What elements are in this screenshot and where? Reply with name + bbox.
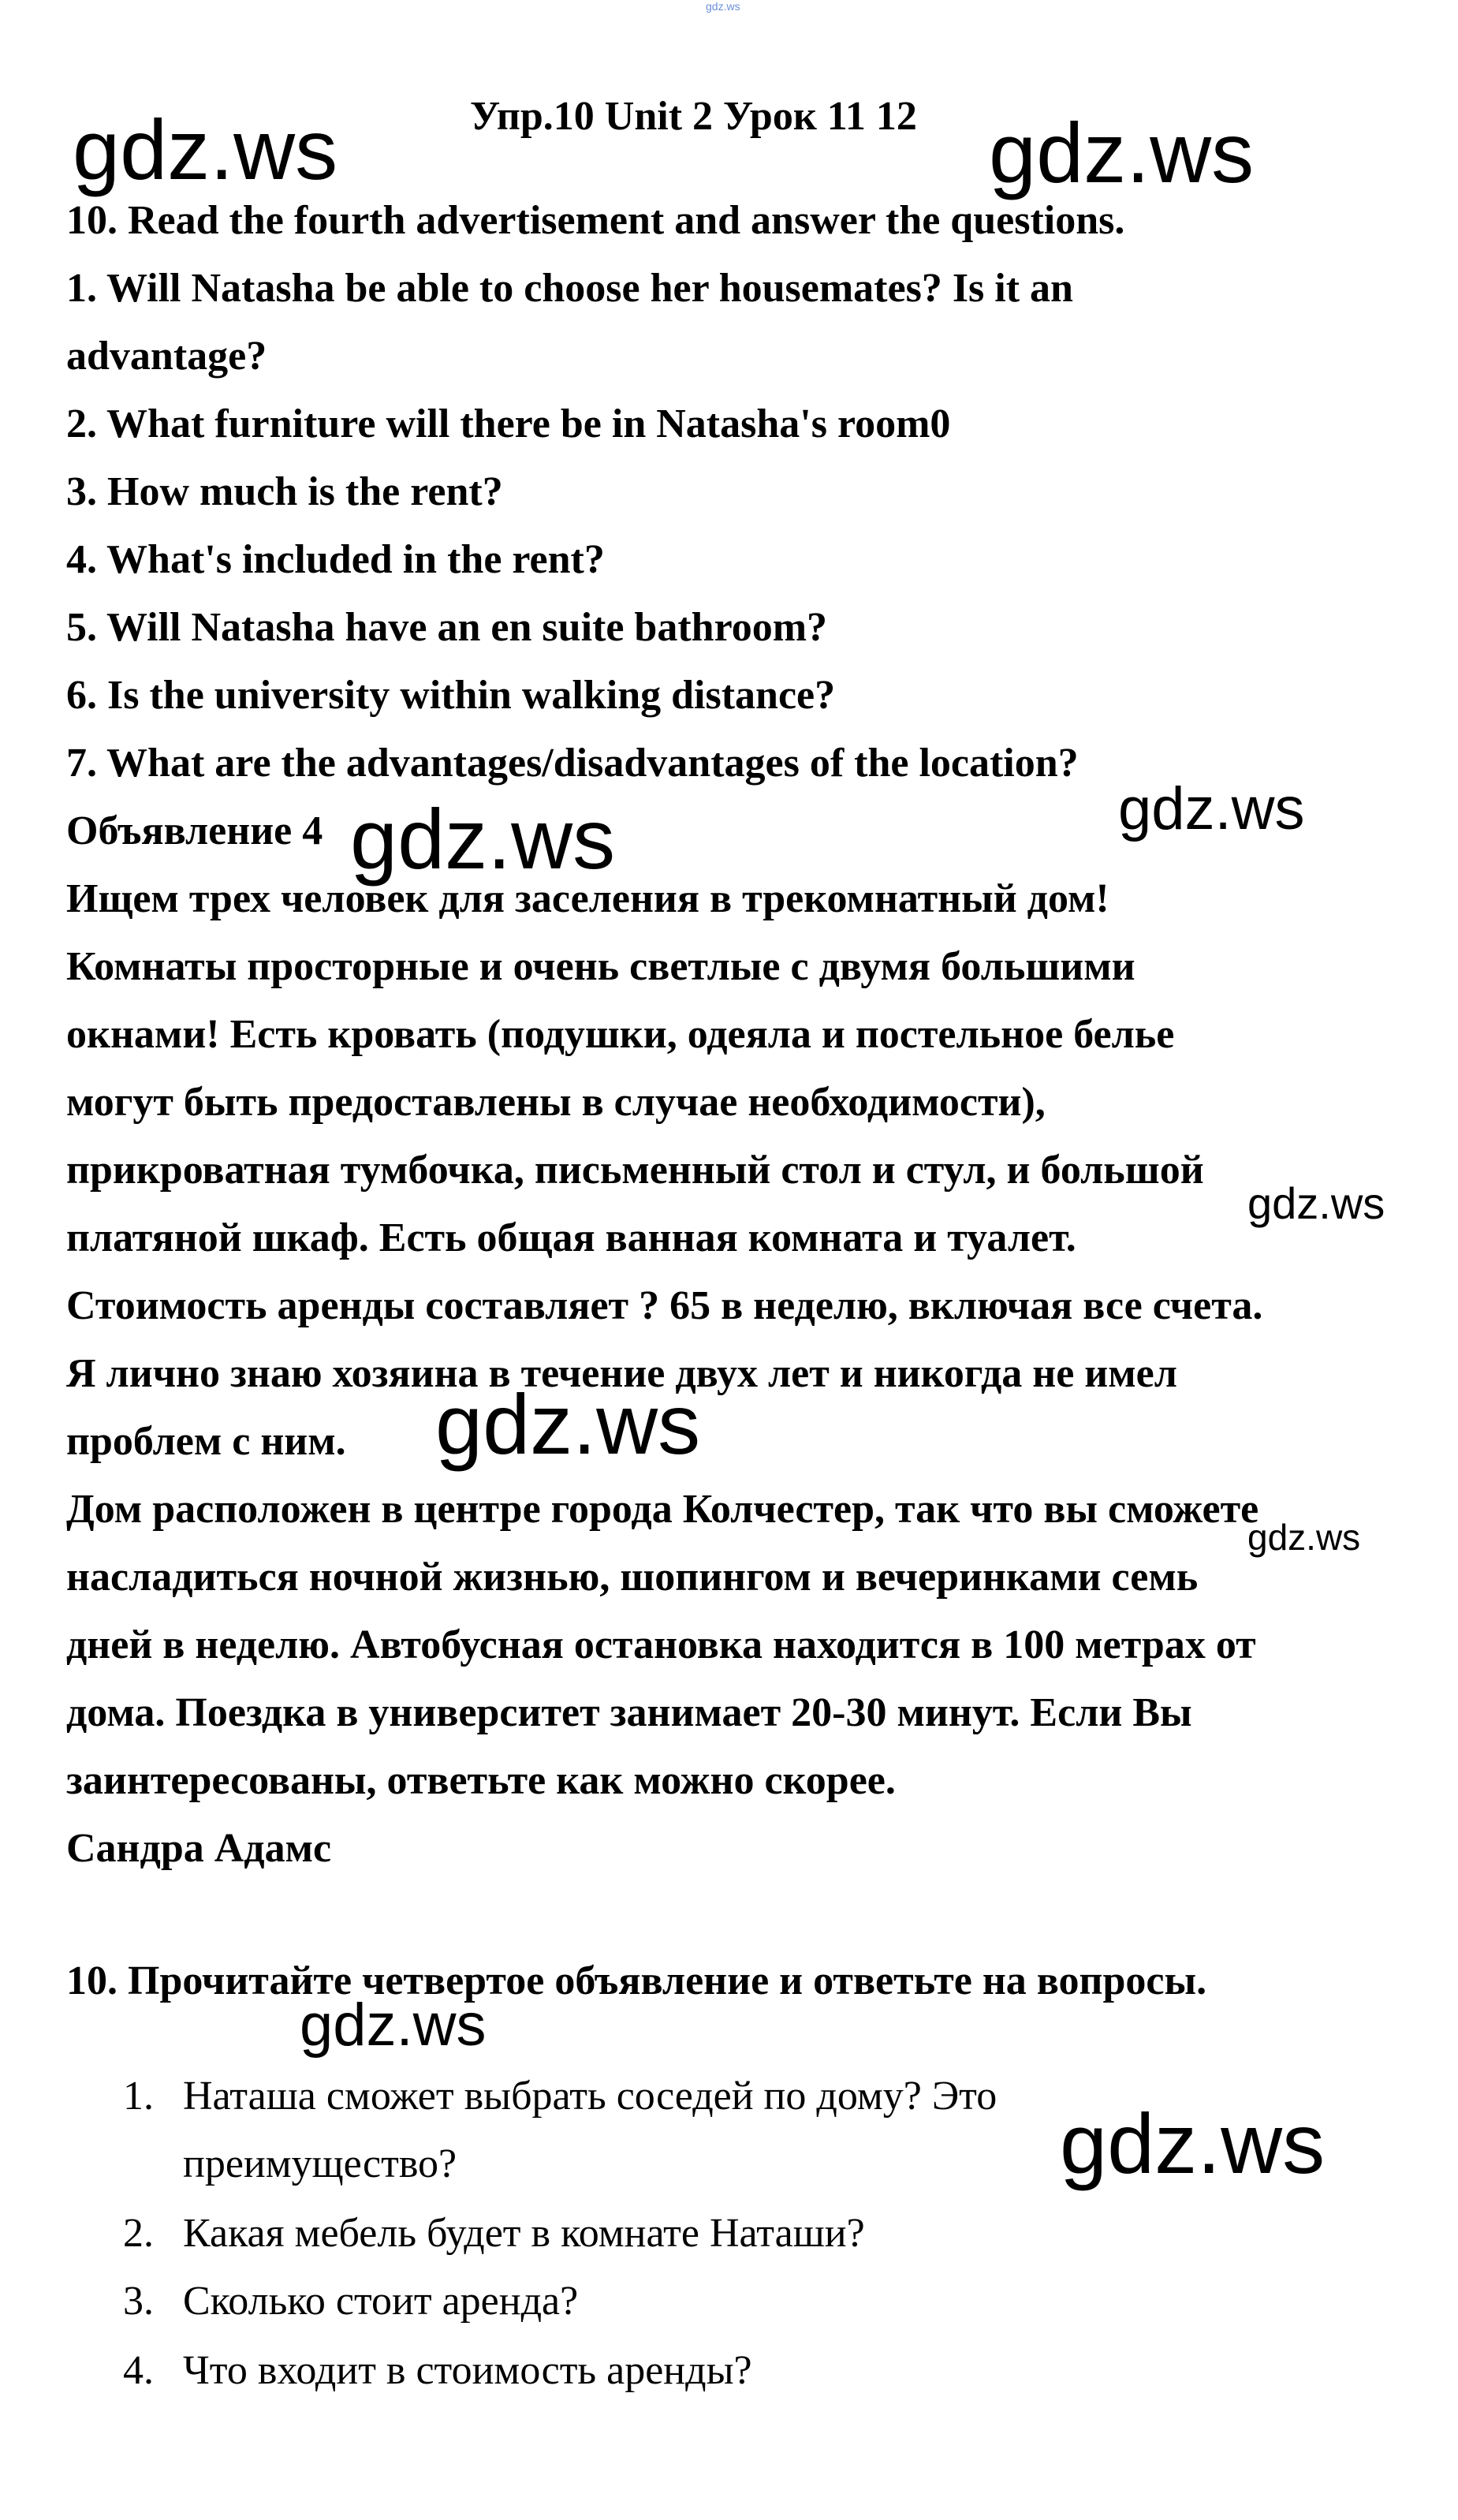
- ad-signature: Сандра Адамс: [66, 1826, 332, 1871]
- ad-line: Я лично знаю хозяина в течение двух лет и никогда не имел: [66, 1351, 1177, 1396]
- russian-item-text: Наташа сможет выбрать соседей по дому? Это: [183, 2074, 997, 2119]
- ad-line: Дом расположен в центре города Колчестер, так что вы сможете: [66, 1487, 1259, 1532]
- ad-line: дней в неделю. Автобусная остановка находится в 100 метрах от: [66, 1622, 1256, 1667]
- english-heading: 10. Read the fourth advertisement and answer the questions.: [66, 198, 1125, 243]
- watermark: gdz.ws: [73, 102, 338, 197]
- ad-line: Стоимость аренды составляет ? 65 в неделю, включая все счета.: [66, 1283, 1263, 1328]
- english-question-7: 7. What are the advantages/disadvantages of the location?: [66, 741, 1079, 786]
- ad-label: Объявление 4: [66, 808, 323, 853]
- page-title: Упр.10 Unit 2 Урок 11 12: [470, 94, 917, 139]
- russian-item-text: Сколько стоит аренда?: [183, 2279, 579, 2324]
- watermark: gdz.ws: [989, 105, 1255, 200]
- ad-line: насладиться ночной жизнью, шопингом и вечеринками семь: [66, 1555, 1199, 1600]
- english-question-2: 2. What furniture will there be in Natasha's room0: [66, 401, 951, 446]
- russian-item-number: 4.: [123, 2348, 154, 2393]
- russian-item-number: 3.: [123, 2279, 154, 2324]
- english-question-3: 3. How much is the rent?: [66, 469, 503, 514]
- watermark: gdz.ws: [1118, 775, 1305, 842]
- ad-line: прикроватная тумбочка, письменный стол и стул, и большой: [66, 1148, 1204, 1193]
- ad-line: платяной шкаф. Есть общая ванная комната и туалет.: [66, 1215, 1076, 1260]
- ad-line: проблем с ним.: [66, 1419, 346, 1464]
- watermark: gdz.ws: [300, 1992, 487, 2059]
- ad-line: дома. Поездка в университет занимает 20-30 минут. Если Вы: [66, 1690, 1192, 1735]
- ad-line: окнами! Есть кровать (подушки, одеяла и постельное белье: [66, 1012, 1175, 1057]
- ad-line: Ищем трех человек для заселения в трекомнатный дом!: [66, 876, 1109, 921]
- english-question-1: 1. Will Natasha be able to choose her housemates? Is it an: [66, 266, 1073, 311]
- russian-item-text: Что входит в стоимость аренды?: [183, 2348, 752, 2393]
- watermark: gdz.ws: [350, 791, 616, 887]
- ad-line: могут быть предоставлены в случае необходимости),: [66, 1080, 1046, 1125]
- russian-heading: 10. Прочитайте четвертое объявление и ответьте на вопросы.: [66, 1958, 1207, 2003]
- source-mark: gdz.ws: [706, 0, 740, 13]
- watermark: gdz.ws: [435, 1376, 701, 1472]
- ad-line: заинтересованы, ответьте как можно скорее.: [66, 1758, 896, 1803]
- english-question-6: 6. Is the university within walking distance?: [66, 673, 836, 718]
- russian-item-number: 2.: [123, 2211, 154, 2256]
- russian-item-number: 1.: [123, 2074, 154, 2119]
- russian-item-text: Какая мебель будет в комнате Наташи?: [183, 2211, 865, 2256]
- watermark: gdz.ws: [1060, 2096, 1326, 2191]
- watermark: gdz.ws: [1247, 1178, 1385, 1228]
- english-question-1-cont: advantage?: [66, 334, 267, 379]
- watermark: gdz.ws: [1247, 1517, 1361, 1558]
- english-question-5: 5. Will Natasha have an en suite bathroom?: [66, 605, 828, 650]
- russian-item-text-cont: преимущество?: [183, 2141, 457, 2186]
- ad-line: Комнаты просторные и очень светлые с двумя большими: [66, 944, 1135, 989]
- english-question-4: 4. What's included in the rent?: [66, 537, 605, 582]
